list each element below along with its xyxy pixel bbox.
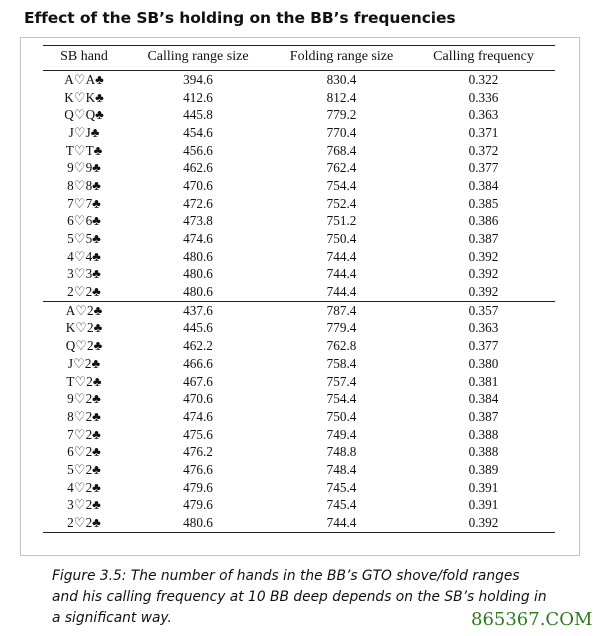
table-row	[43, 283, 555, 301]
cell-calling-frequency: 0.387	[468, 408, 499, 424]
cell-sb-hand: K♡K♣	[64, 89, 104, 105]
cell-folding-range-size: 754.4	[326, 177, 357, 193]
cell-calling-frequency: 0.392	[468, 266, 499, 282]
cell-folding-range-size: 812.4	[326, 89, 357, 105]
cell-folding-range-size: 758.4	[326, 355, 357, 371]
cell-sb-hand: 7♡7♣	[67, 195, 101, 211]
cell-sb-hand: J♡2♣	[67, 355, 101, 371]
cell-sb-hand: 8♡2♣	[67, 408, 101, 424]
watermark: 865367.COM	[471, 609, 593, 630]
cell-calling-range-size: 475.6	[183, 426, 213, 442]
cell-calling-frequency: 0.388	[468, 426, 499, 442]
cell-calling-range-size: 445.6	[183, 320, 213, 336]
cell-calling-range-size: 480.6	[183, 284, 213, 300]
caption-line: a significant way.	[52, 610, 172, 626]
cell-calling-range-size: 466.6	[183, 355, 213, 371]
cell-calling-range-size: 474.6	[183, 408, 213, 424]
table-row	[43, 301, 555, 319]
table-row	[43, 195, 555, 213]
cell-calling-frequency: 0.372	[468, 142, 499, 158]
cell-calling-frequency: 0.386	[468, 213, 499, 229]
cell-sb-hand: J♡J♣	[68, 124, 100, 140]
cell-calling-frequency: 0.380	[468, 355, 499, 371]
cell-sb-hand: 4♡4♣	[67, 248, 101, 264]
cell-calling-range-size: 470.6	[183, 391, 213, 407]
cell-sb-hand: 6♡6♣	[67, 213, 101, 229]
cell-calling-frequency: 0.371	[468, 124, 499, 140]
cell-folding-range-size: 757.4	[326, 373, 357, 389]
table-row	[43, 514, 555, 532]
cell-calling-range-size: 470.6	[183, 177, 213, 193]
table-row	[43, 337, 555, 355]
cell-folding-range-size: 745.4	[326, 479, 357, 495]
cell-calling-frequency: 0.391	[468, 479, 499, 495]
header-calling-range-size: Calling range size	[125, 46, 271, 71]
cell-folding-range-size: 744.4	[326, 248, 357, 264]
cell-folding-range-size: 751.2	[326, 213, 357, 229]
table-row	[43, 124, 555, 142]
cell-calling-range-size: 437.6	[125, 301, 271, 319]
table-row	[43, 497, 555, 515]
cell-calling-frequency: 0.357	[412, 301, 555, 319]
table-row	[43, 320, 555, 338]
cell-folding-range-size: 779.4	[326, 320, 357, 336]
cell-sb-hand: A♡A♣	[64, 71, 104, 87]
cell-calling-range-size: 473.8	[183, 213, 213, 229]
cell-folding-range-size: 744.4	[271, 514, 412, 532]
cell-folding-range-size: 748.8	[326, 444, 357, 460]
cell-calling-range-size: 480.6	[125, 514, 271, 532]
cell-sb-hand: T♡2♣	[66, 373, 102, 389]
table-header-row	[43, 46, 555, 71]
cell-calling-frequency: 0.377	[468, 160, 499, 176]
cell-folding-range-size: 779.2	[326, 107, 357, 123]
cell-folding-range-size: 750.4	[326, 231, 357, 247]
table-row	[43, 266, 555, 284]
table-row	[43, 213, 555, 231]
cell-folding-range-size: 752.4	[326, 195, 357, 211]
cell-sb-hand: 3♡3♣	[67, 266, 101, 282]
cell-calling-range-size: 456.6	[183, 142, 213, 158]
cell-folding-range-size: 762.8	[326, 338, 357, 354]
cell-calling-range-size: 467.6	[183, 373, 213, 389]
cell-calling-range-size: 445.8	[183, 107, 213, 123]
cell-folding-range-size: 787.4	[271, 301, 412, 319]
table-row	[43, 373, 555, 391]
cell-sb-hand: A♡2♣	[43, 301, 125, 319]
cell-calling-range-size: 472.6	[183, 195, 213, 211]
cell-calling-range-size: 454.6	[183, 124, 213, 140]
cell-folding-range-size: 830.4	[326, 71, 357, 87]
cell-sb-hand: 9♡2♣	[67, 391, 101, 407]
cell-calling-frequency: 0.385	[468, 195, 499, 211]
cell-calling-frequency: 0.322	[468, 71, 499, 87]
cell-sb-hand: 2♡2♣	[67, 284, 101, 300]
frequency-table	[43, 45, 555, 533]
cell-calling-frequency: 0.391	[468, 497, 499, 513]
cell-sb-hand: 8♡8♣	[67, 177, 101, 193]
cell-sb-hand: Q♡2♣	[65, 338, 103, 354]
cell-calling-frequency: 0.388	[468, 444, 499, 460]
cell-calling-range-size: 480.6	[183, 248, 213, 264]
cell-sb-hand: Q♡Q♣	[64, 107, 104, 123]
cell-sb-hand: 3♡2♣	[67, 497, 101, 513]
cell-sb-hand: 9♡9♣	[67, 160, 101, 176]
table-row	[43, 106, 555, 124]
cell-calling-range-size: 462.6	[183, 160, 213, 176]
table-row	[43, 461, 555, 479]
cell-calling-range-size: 479.6	[183, 479, 213, 495]
cell-folding-range-size: 744.4	[326, 284, 357, 300]
cell-folding-range-size: 754.4	[326, 391, 357, 407]
cell-calling-range-size: 394.6	[183, 71, 213, 87]
cell-folding-range-size: 762.4	[326, 160, 357, 176]
header-sb-hand: SB hand	[43, 46, 125, 71]
table-row	[43, 248, 555, 266]
cell-sb-hand: 2♡2♣	[43, 514, 125, 532]
table-row	[43, 443, 555, 461]
figure-heading: Effect of the SB’s holding on the BB’s frequencies	[24, 9, 456, 27]
cell-sb-hand: 7♡2♣	[67, 426, 101, 442]
header-folding-range-size: Folding range size	[271, 46, 412, 71]
cell-calling-range-size: 474.6	[183, 231, 213, 247]
cell-folding-range-size: 744.4	[326, 266, 357, 282]
cell-sb-hand: 5♡2♣	[67, 461, 101, 477]
cell-sb-hand: T♡T♣	[65, 142, 103, 158]
table-row	[43, 142, 555, 160]
cell-sb-hand: 6♡2♣	[67, 444, 101, 460]
cell-calling-range-size: 480.6	[183, 266, 213, 282]
cell-calling-frequency: 0.336	[468, 89, 499, 105]
cell-calling-frequency: 0.392	[468, 284, 499, 300]
cell-calling-frequency: 0.384	[468, 391, 499, 407]
cell-folding-range-size: 748.4	[326, 461, 357, 477]
table-row	[43, 89, 555, 107]
cell-calling-frequency: 0.381	[468, 373, 499, 389]
cell-calling-range-size: 412.6	[183, 89, 213, 105]
table-row	[43, 230, 555, 248]
table-row	[43, 177, 555, 195]
cell-folding-range-size: 770.4	[326, 124, 357, 140]
cell-folding-range-size: 749.4	[326, 426, 357, 442]
cell-calling-frequency: 0.392	[468, 248, 499, 264]
header-calling-frequency: Calling frequency	[412, 46, 555, 71]
caption-line: Figure 3.5: The number of hands in the BB’s GTO shove/fold ranges	[52, 568, 520, 584]
cell-calling-frequency: 0.363	[468, 107, 499, 123]
cell-calling-range-size: 476.6	[183, 461, 213, 477]
table-row	[43, 390, 555, 408]
cell-folding-range-size: 745.4	[326, 497, 357, 513]
table-row	[43, 479, 555, 497]
cell-sb-hand: 5♡5♣	[67, 231, 101, 247]
table-row	[43, 408, 555, 426]
cell-calling-frequency: 0.363	[468, 320, 499, 336]
cell-sb-hand: K♡2♣	[65, 320, 103, 336]
cell-calling-frequency: 0.377	[468, 338, 499, 354]
cell-calling-range-size: 462.2	[183, 338, 213, 354]
cell-calling-frequency: 0.384	[468, 177, 499, 193]
cell-calling-range-size: 476.2	[183, 444, 213, 460]
cell-sb-hand: 4♡2♣	[67, 479, 101, 495]
table-row	[43, 355, 555, 373]
cell-calling-frequency: 0.387	[468, 231, 499, 247]
cell-calling-frequency: 0.389	[468, 461, 499, 477]
table-row	[43, 159, 555, 177]
cell-folding-range-size: 768.4	[326, 142, 357, 158]
table-row	[43, 71, 555, 89]
caption-line: and his calling frequency at 10 BB deep depends on the SB’s holding in	[52, 589, 547, 605]
cell-calling-range-size: 479.6	[183, 497, 213, 513]
table-row	[43, 426, 555, 444]
table-body	[43, 71, 555, 533]
cell-calling-frequency: 0.392	[412, 514, 555, 532]
cell-folding-range-size: 750.4	[326, 408, 357, 424]
